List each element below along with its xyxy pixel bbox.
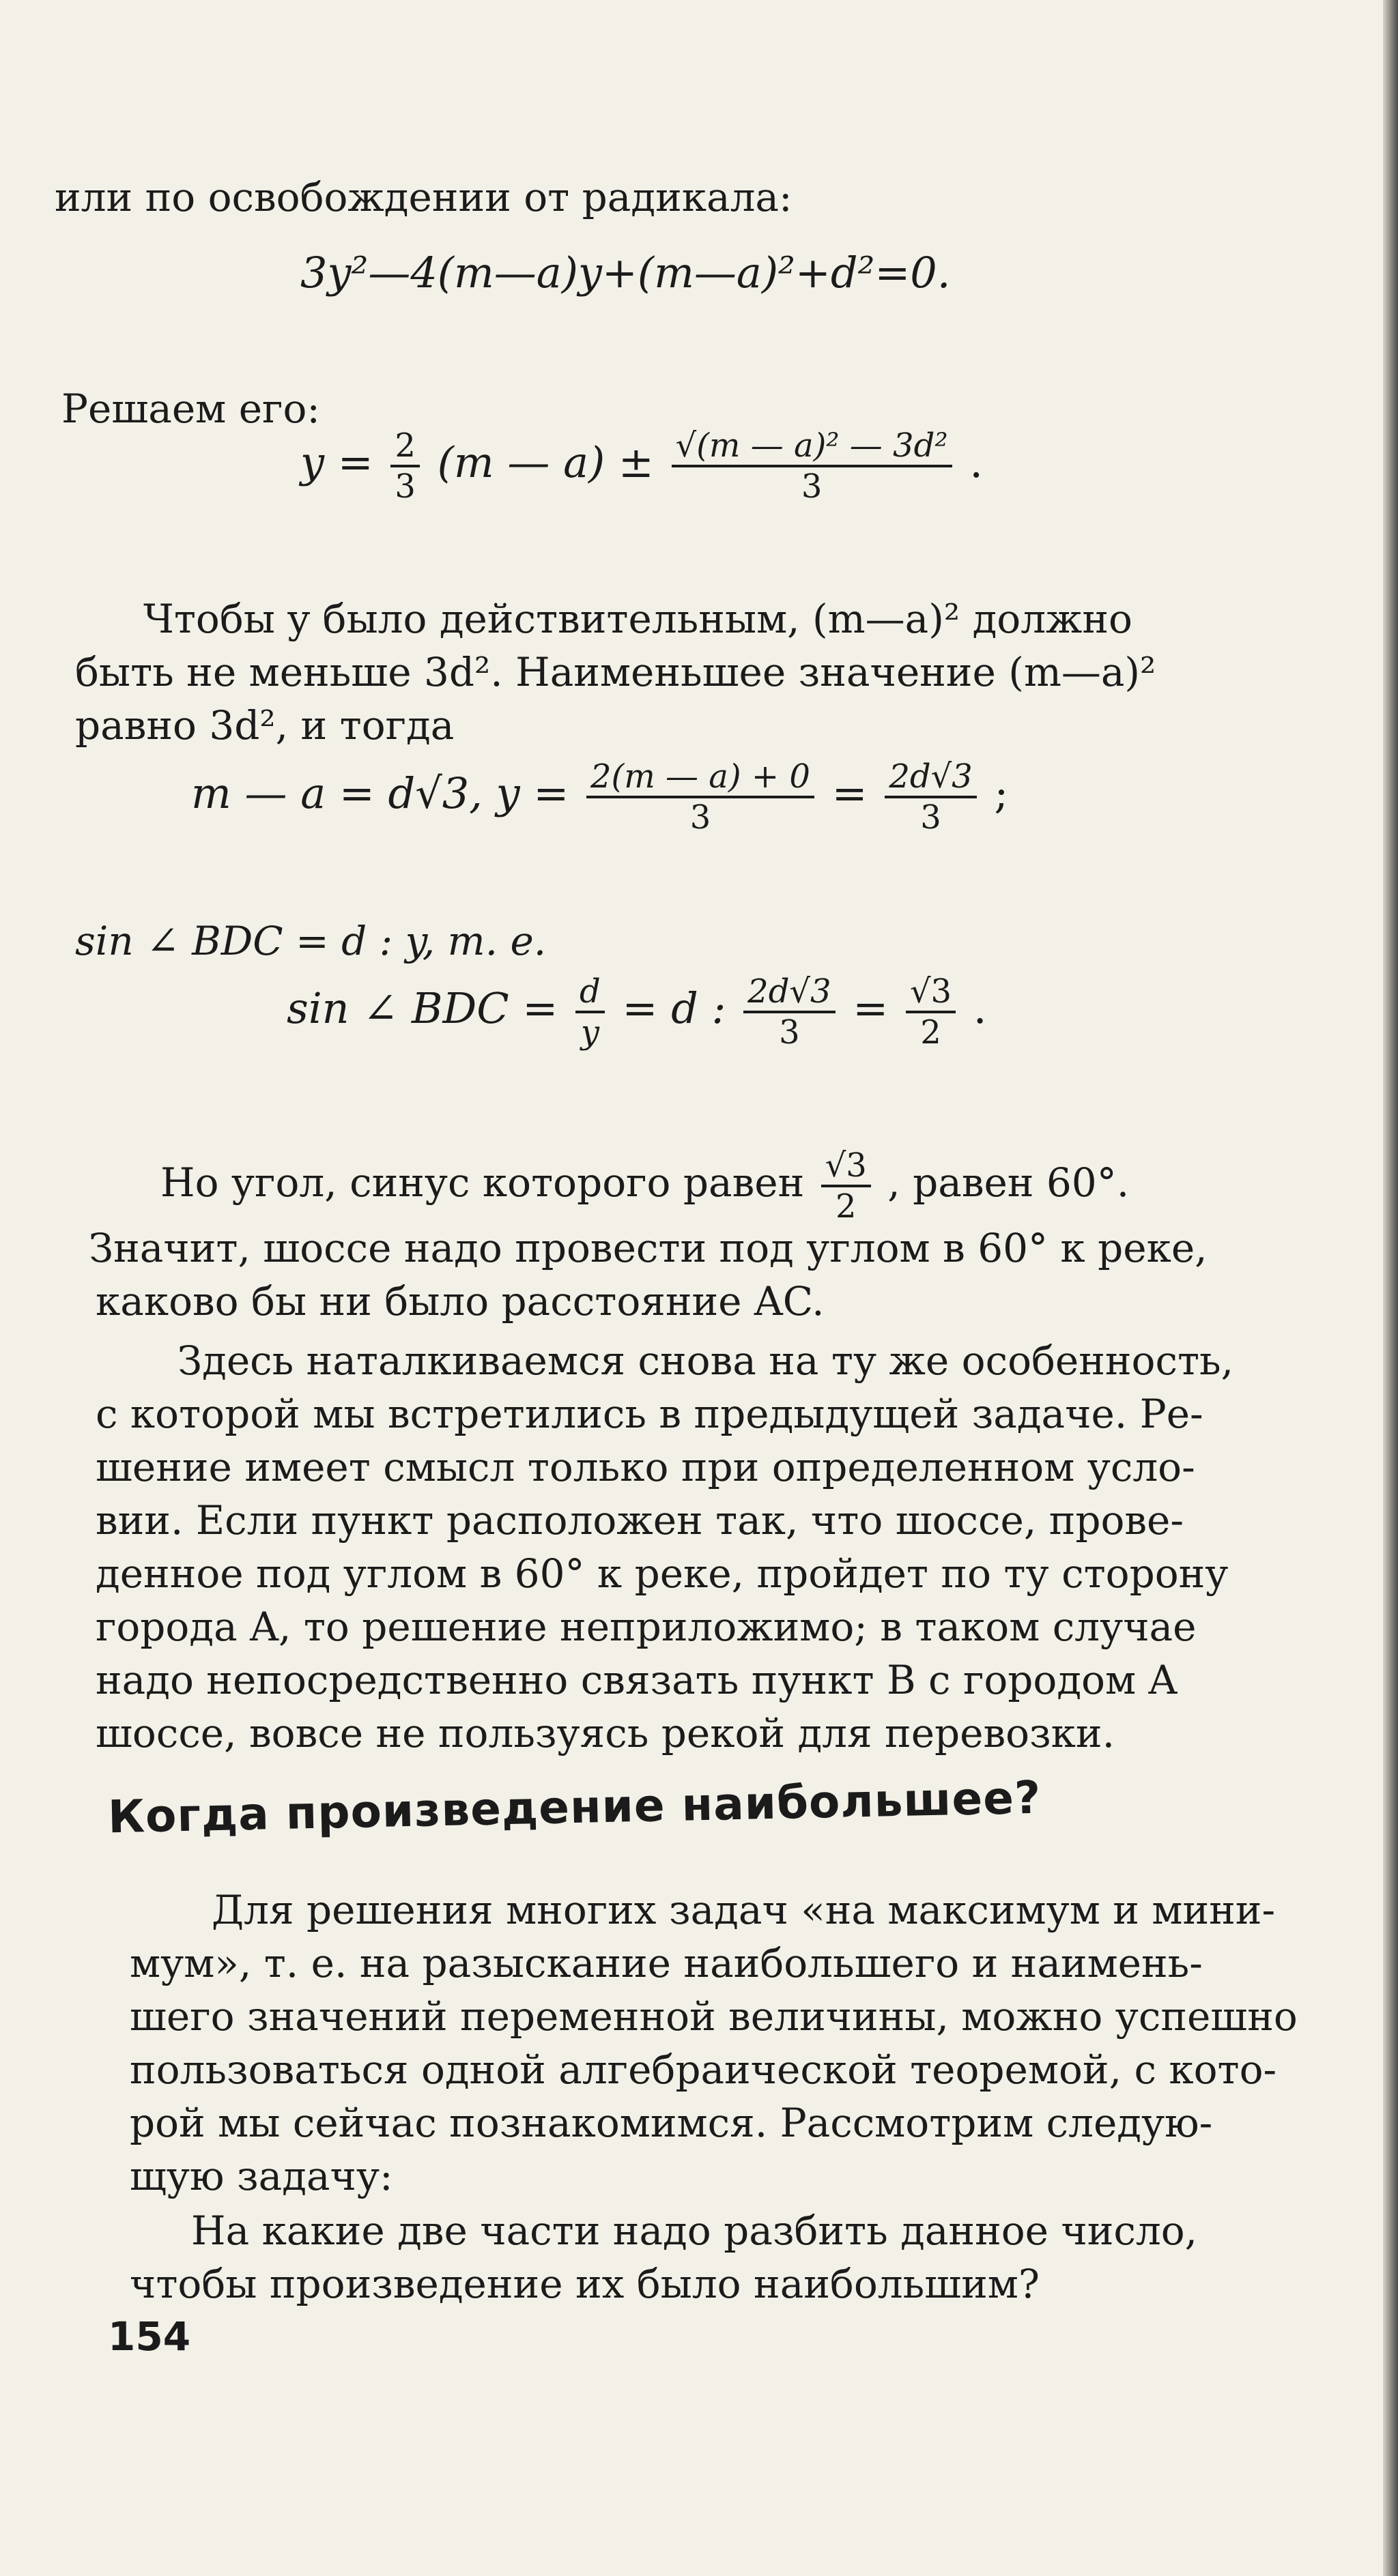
para2-frac-numerator: √3	[821, 1146, 871, 1187]
para3-line: денное под углом в 60° к реке, пройдет по ту сторону	[96, 1550, 1229, 1597]
para3-line: Здесь наталкиваемся снова на ту же особенность,	[177, 1337, 1234, 1384]
para5-line: На какие две части надо разбить данное число,	[191, 2208, 1198, 2254]
equation-sin-bdc	[287, 972, 987, 1052]
para4-line: рой мы сейчас познакомимся. Рассмотрим следую-	[130, 2100, 1213, 2146]
eq4-f3-numerator: √3	[906, 972, 956, 1013]
para1-line1: Чтобы y было действительным, (m—a)² должно	[143, 596, 1132, 642]
para3-line: шоссе, вовсе не пользуясь рекой для перевозки.	[96, 1710, 1115, 1756]
eq4-f1-numerator: d	[575, 972, 605, 1013]
text-solve: Решаем его:	[61, 386, 320, 432]
para1-line3: равно 3d², и тогда	[75, 702, 455, 749]
eq4-middle: = d :	[622, 983, 726, 1034]
eq2-frac2-denominator: 3	[801, 467, 823, 506]
page-edge-shadow	[1383, 0, 1398, 2576]
eq2-frac1-denominator: 3	[395, 467, 416, 506]
eq3-end: ;	[994, 768, 1009, 819]
para5-line: чтобы произведение их было наибольшим?	[130, 2261, 1040, 2307]
section-heading: Когда произведение наибольшее?	[107, 1771, 1042, 1844]
para2-end: , равен 60°.	[887, 1159, 1130, 1206]
eq3-equals: =	[831, 768, 868, 819]
text-line-radical: или по освобождении от радикала:	[55, 174, 793, 220]
para2-line3: каково бы ни было расстояние AC.	[96, 1278, 825, 1325]
eq2-frac2-numerator: √(m — a)² — 3d²	[672, 426, 952, 467]
eq4-f3-denominator: 2	[920, 1013, 941, 1052]
eq4-end: .	[973, 983, 987, 1034]
eq3-f2-denominator: 3	[920, 798, 941, 837]
eq3-f1-denominator: 3	[689, 798, 711, 837]
para3-line: вии. Если пункт расположен так, что шоссе, прове-	[96, 1497, 1184, 1544]
eq2-lhs: y =	[300, 437, 373, 488]
eq3-fraction-2	[885, 757, 976, 837]
para3-line: шение имеет смысл только при определенном усло-	[96, 1444, 1195, 1490]
para1-line2: быть не меньше 3d². Наименьшее значение (m—a)²	[75, 649, 1156, 695]
eq2-middle: (m — a) ±	[437, 437, 654, 488]
eq4-equals: =	[853, 983, 889, 1034]
eq4-fraction-2	[743, 972, 835, 1052]
para2-fraction	[821, 1146, 871, 1226]
eq2-fraction-radical	[672, 426, 952, 506]
eq3-left: m — a = d√3, y =	[191, 768, 569, 819]
eq4-f2-denominator: 3	[779, 1013, 800, 1052]
para3-line: города A, то решение неприложимо; в таком случае	[96, 1604, 1197, 1650]
text-sin-line: sin ∠ BDC = d : y, т. е.	[75, 918, 547, 964]
eq4-f1-denominator: y	[580, 1013, 599, 1052]
para4-line: мум», т. е. на разыскание наибольшего и наимень-	[130, 1940, 1203, 1986]
para3-line: с которой мы встретились в предыдущей задаче. Ре-	[96, 1391, 1203, 1437]
eq3-fraction-1	[586, 757, 814, 837]
equation-min-case	[191, 757, 1008, 837]
para2-line1	[160, 1146, 1129, 1226]
para4-line: щую задачу:	[130, 2153, 393, 2199]
eq4-fraction-1	[575, 972, 605, 1052]
para2-line2: Значит, шоссе надо провести под углом в 60° к реке,	[89, 1225, 1208, 1271]
para4-line: пользоваться одной алгебраической теоремой, с кото-	[130, 2046, 1277, 2093]
eq4-f2-numerator: 2d√3	[743, 972, 835, 1013]
para4-line: Для решения многих задач «на максимум и мини-	[212, 1887, 1276, 1933]
equation-quadratic: 3y²—4(m—a)y+(m—a)²+d²=0.	[300, 248, 951, 298]
eq3-f1-numerator: 2(m — a) + 0	[586, 757, 814, 798]
eq3-f2-numerator: 2d√3	[885, 757, 976, 798]
para2-frac-denominator: 2	[835, 1187, 857, 1226]
para2-start: Но угол, синус которого равен	[160, 1159, 805, 1206]
eq2-end: .	[969, 437, 983, 488]
para4-line: шего значений переменной величины, можно успешно	[130, 1993, 1298, 2040]
eq2-fraction-two-thirds	[390, 426, 420, 506]
para3-line: надо непосредственно связать пункт B с городом A	[96, 1657, 1178, 1703]
eq4-fraction-3	[906, 972, 956, 1052]
eq2-frac1-numerator: 2	[390, 426, 420, 467]
equation-y-solution	[300, 426, 983, 506]
page-number: 154	[108, 2313, 191, 2360]
eq4-left: sin ∠ BDC =	[287, 983, 558, 1034]
